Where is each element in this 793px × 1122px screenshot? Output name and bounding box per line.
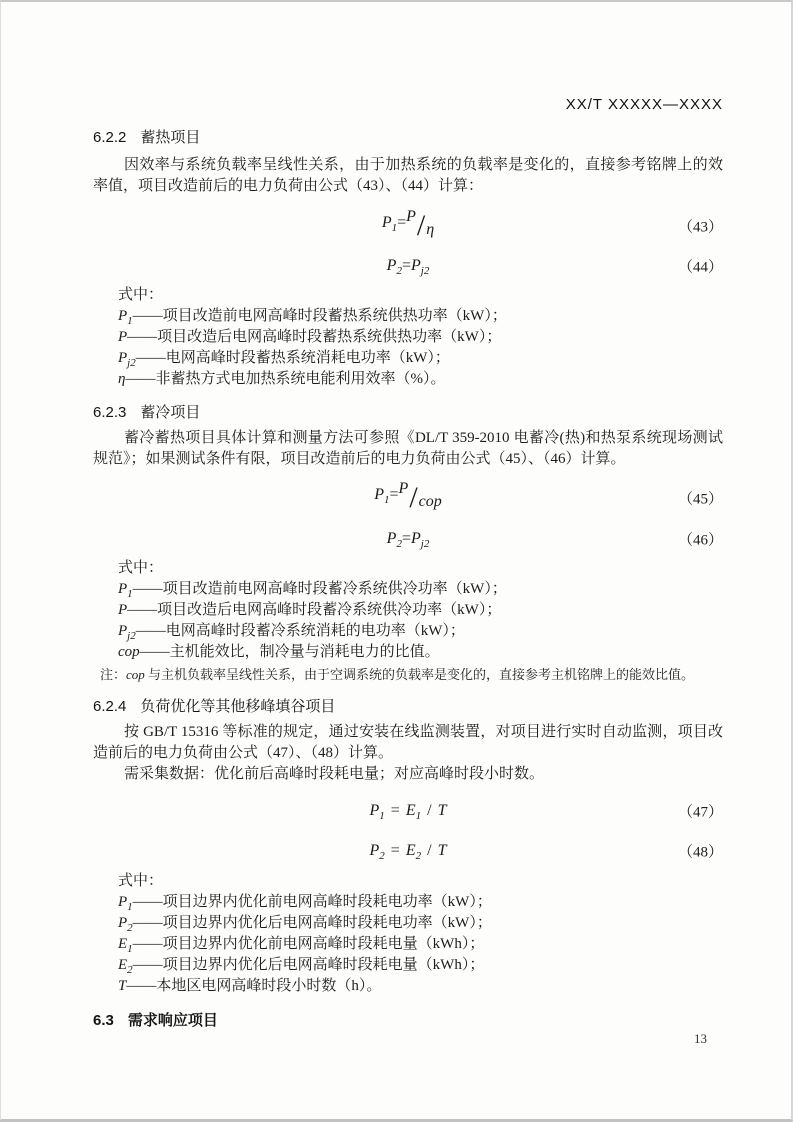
paragraph-624b: 需采集数据：优化前后高峰时段耗电量；对应高峰时段小时数。: [124, 766, 545, 782]
symbol-definition: [118, 327, 723, 348]
equals-sign: =: [401, 257, 411, 274]
equals-sign: =: [389, 485, 399, 503]
symbol-definition: [118, 913, 723, 934]
symbol-description: ——电网高峰时段蓄冷系统消耗的电功率（kW）；: [135, 623, 465, 639]
math-symbol: E: [405, 802, 416, 819]
equation-45: [374, 479, 442, 514]
where-label: 式中：: [118, 287, 164, 303]
symbol: $P_1$: [118, 581, 133, 600]
equals-sign: =: [390, 802, 400, 819]
math-subscript: j2: [420, 265, 430, 278]
symbol: $E_2$: [118, 957, 133, 976]
math-subscript: 2: [396, 538, 402, 551]
symbol: $P_2$: [118, 915, 133, 934]
equation-43: [381, 208, 435, 242]
doc-code-header: XX/T XXXXX—XXXX: [565, 96, 723, 113]
symbol-description: ——电网高峰时段蓄热系统消耗电功率（kW）；: [135, 350, 450, 366]
note-623: [100, 665, 723, 685]
symbol-description: ——项目改造后电网高峰时段蓄热系统供热功率（kW）；: [127, 329, 502, 345]
section-number: 6.2.3: [93, 404, 127, 421]
math-symbol: T: [437, 842, 447, 859]
fraction-denominator: cop: [418, 492, 442, 510]
symbol: $P_1$: [118, 894, 133, 913]
symbol-definition: [118, 621, 723, 642]
math-symbol: P: [381, 214, 392, 231]
symbol-description: ——本地区电网高峰时段小时数（h）。: [126, 978, 382, 994]
symbol: P: [118, 329, 128, 345]
symbol-definition: [118, 579, 723, 600]
math-subscript: 2: [379, 850, 385, 863]
section-title: 蓄热项目: [140, 129, 201, 146]
where-label: 式中：: [118, 560, 164, 576]
math-subscript: 2: [415, 850, 422, 863]
symbol-description: ——非蓄热方式电加热系统电能利用效率（%）。: [125, 371, 446, 387]
symbol: $E_1$: [118, 936, 133, 955]
math-symbol: P: [374, 485, 384, 503]
symbol: $P_{j2}$: [118, 623, 136, 642]
symbol-description: ——项目边界内优化前电网高峰时段耗电功率（kW）；: [132, 894, 492, 910]
math-subscript: j2: [420, 538, 430, 551]
math-symbol: P: [369, 802, 380, 819]
section-heading-623: [93, 405, 723, 420]
math-subscript: 2: [396, 265, 402, 278]
math-subscript: 1: [379, 810, 385, 823]
math-symbol: T: [437, 802, 447, 819]
formula-number: （46）: [677, 532, 723, 549]
formula-48: [93, 831, 723, 871]
symbol-description: ——项目边界内优化后电网高峰时段耗电功率（kW）；: [132, 915, 492, 931]
equation-48: [369, 842, 447, 863]
section-number: 6.2.4: [93, 698, 127, 715]
formula-44: [93, 247, 723, 285]
symbol-definition: [118, 642, 723, 663]
math-symbol: P: [369, 842, 380, 859]
formula-number: （44）: [677, 259, 723, 276]
fraction-numerator: P: [398, 479, 409, 497]
symbol-definition: [118, 306, 723, 327]
formula-47: [93, 791, 723, 831]
note-symbol: cop: [126, 667, 145, 682]
symbol-description: ——项目改造前电网高峰时段蓄冷系统供冷功率（kW）；: [132, 581, 507, 597]
section-title: 负荷优化等其他移峰填谷项目: [140, 698, 336, 715]
formula-number: （43）: [677, 219, 723, 236]
symbol-definition: [118, 955, 723, 976]
math-symbol: E: [405, 842, 416, 859]
section-number: 6.3: [93, 1012, 114, 1029]
symbol-description: ——项目边界内优化前电网高峰时段耗电量（kWh）；: [132, 936, 485, 952]
symbol-description: ——项目边界内优化后电网高峰时段耗电量（kWh）；: [132, 957, 485, 973]
formula-46: [93, 520, 723, 558]
math-subscript: 1: [415, 810, 422, 823]
equation-46: [386, 530, 430, 551]
section-number: 6.2.2: [93, 129, 127, 146]
symbol: T: [118, 978, 127, 994]
equation-47: [369, 802, 447, 823]
symbol-description: ——主机能效比，制冷量与消耗电力的比值。: [139, 644, 440, 660]
math-subscript: 1: [384, 493, 390, 506]
divide-sign: /: [427, 802, 432, 819]
fraction-slash: /: [416, 209, 426, 242]
math-subscript: 1: [391, 222, 398, 235]
formula-43: [93, 205, 723, 247]
section-heading-63: [93, 1013, 723, 1028]
section-title: 需求响应项目: [127, 1012, 218, 1029]
note-prefix: 注：: [100, 667, 127, 682]
paragraph-622: 因效率与系统负载率呈线性关系，由于加热系统的负载率是变化的，直接参考铭牌上的效率值，项目改造前后的电力负荷由公式（43）、（44）计算：: [93, 157, 723, 194]
symbol: $P_{j2}$: [118, 350, 136, 369]
section-heading-622: [93, 130, 723, 145]
formula-number: （47）: [677, 804, 723, 821]
fraction-denominator: η: [426, 221, 435, 238]
symbol-definition: [118, 600, 723, 621]
symbol-definition: [118, 369, 723, 390]
symbol-description: ——项目改造后电网高峰时段蓄冷系统供冷功率（kW）；: [127, 602, 502, 618]
formula-number: （48）: [677, 844, 723, 861]
symbol: $P_1$: [118, 308, 133, 327]
symbol-description: ——项目改造前电网高峰时段蓄热系统供热功率（kW）；: [132, 308, 507, 324]
symbol: cop: [118, 644, 140, 660]
symbol: P: [118, 602, 128, 618]
paragraph-624: 按 GB/T 15316 等标准的规定，通过安装在线监测装置，对项目进行实时自动监测，项目改造前后的电力负荷由公式（47）、（48）计算。: [93, 724, 723, 761]
symbol: η: [118, 371, 126, 387]
where-label: 式中：: [118, 873, 164, 889]
fraction-slash: /: [409, 480, 418, 514]
section-title: 蓄冷项目: [140, 404, 201, 421]
symbol-definition: [118, 976, 723, 997]
equation-44: [386, 257, 430, 278]
symbol-definition: [118, 348, 723, 369]
note-text: 与主机负载率呈线性关系，由于空调系统的负载率是变化的，直接参考主机铭牌上的能效比值。: [144, 667, 695, 682]
fraction-numerator: P: [406, 208, 416, 225]
equals-sign: =: [397, 214, 407, 231]
math-symbol: P: [386, 530, 397, 547]
formula-45: [93, 475, 723, 520]
page-number: 13: [694, 1031, 707, 1046]
math-symbol: P: [386, 257, 397, 274]
equals-sign: =: [401, 530, 411, 547]
symbol-definition: [118, 892, 723, 913]
page-content: [93, 130, 723, 1028]
math-symbol: P: [410, 257, 421, 274]
symbol-definition: [118, 934, 723, 955]
math-symbol: P: [410, 530, 421, 547]
formula-number: （45）: [677, 491, 723, 507]
divide-sign: /: [427, 842, 432, 859]
paragraph-623: 蓄冷蓄热项目具体计算和测量方法可参照《DL/T 359-2010 电蓄冷(热)和热泵系统现场测试规范》；如果测试条件有限，项目改造前后的电力负荷由公式（45）、（46）计算。: [93, 430, 723, 467]
section-heading-624: [93, 699, 723, 714]
equals-sign: =: [390, 842, 400, 859]
